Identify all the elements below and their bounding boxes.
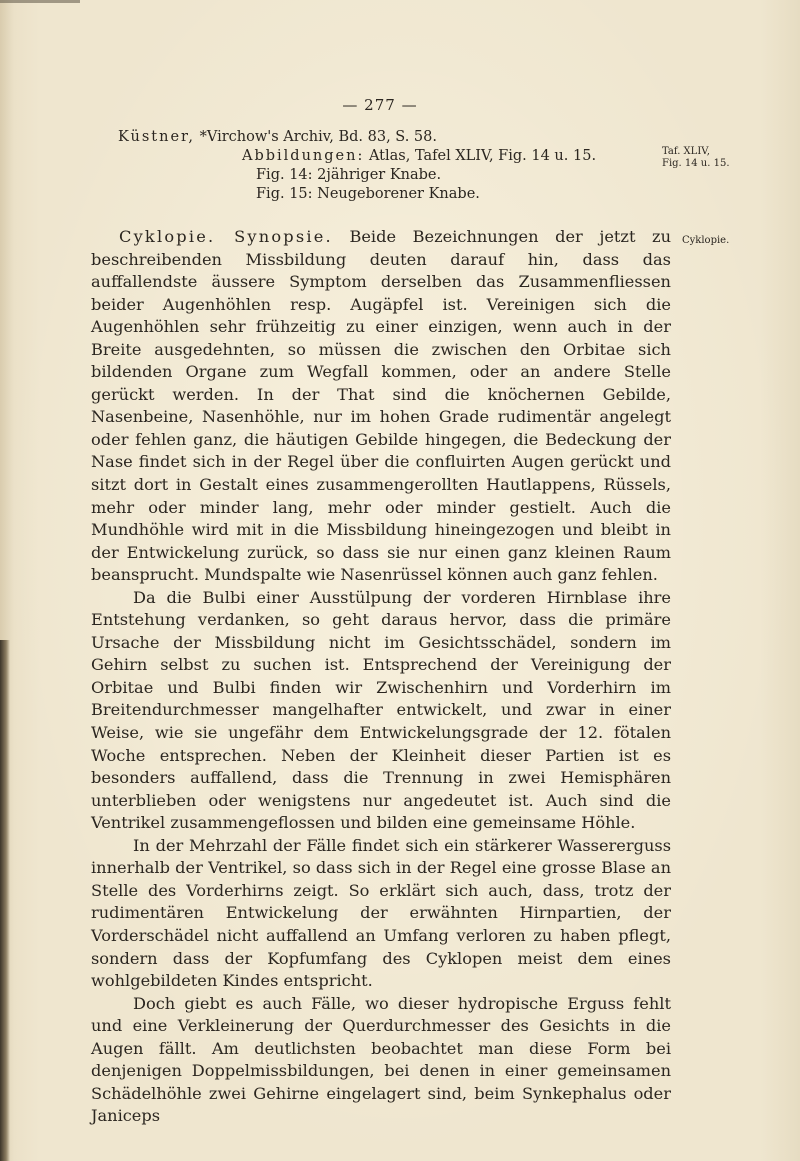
bibliographic-reference	[118, 128, 638, 204]
figure-15-caption: Fig. 15: Neugeborener Knabe.	[256, 186, 480, 202]
margin-note-plate	[662, 146, 730, 170]
reference-illustrations-line	[118, 147, 638, 166]
paragraph-2: Da die Bulbi einer Ausstülpung der vorderen Hirnblase ihre Entstehung verdanken, so geht daraus hervor, dass die primäre Ursache der Missbildung nicht im Gesichtsschädel, sondern im Gehirn selbst zu suchen ist. Entsprechend der Vereinigung der Orbitae und Bulbi finden wir Zwischenhirn und Vorderhirn im Breitendurchmesser mangelhafter entwickelt, und zwar in einer Weise, wie sie ungefähr dem Entwickelungsgrade der 12. fötalen Woche entsprechen. Neben der Kleinheit dieser Partien ist es besonders auffallend, dass die Trennung in zwei Hemisphären unterblieben oder wenigstens nur angedeutet ist. Auch sind die Ventrikel zusammengeflossen und bilden eine gemeinsame Höhle.	[91, 587, 671, 833]
paragraph-3: In der Mehrzahl der Fälle findet sich ein stärkerer Wassererguss innerhalb der Ventrikel, so dass sich in der Regel eine grosse Blase an Stelle des Vorderhirns zeigt. So erklärt sich auch, dass, trotz der rudimentären Entwickelung der erwähnten Hirnpartien, der Vorderschädel nicht auffallend an Umfang verloren zu haben pflegt, sondern dass der Kopfumfang des Cyklopen meist dem eines wohlgebildeten Kindes entspricht.	[91, 835, 671, 991]
page-edge-mark	[0, 0, 80, 3]
page-number: — 277 —	[342, 96, 418, 114]
paragraph-1-text: Beide Bezeichnungen der jetzt zu beschreibenden Missbildung deuten darauf hin, dass das auffallendste äussere Symptom derselben das Zusammenfliessen beider Augenhöhlen resp. Augäpfel ist. Vereinigen sich die Augenhöhlen sehr frühzeitig zu einer einzigen, wenn auch in der Breite ausgedehnten, so müssen die zwischen den Orbitae sich bildenden Organe zum Wegfall kommen, oder an andere Stelle gerückt werden. In der That sind die knöchernen Gebilde, Nasenbeine, Nasenhöhle, nur im hohen Grade rudimentär angelegt oder fehlen ganz, die häutigen Gebilde hingegen, die Bedeckung der Nase findet sich in der Regel über die confluirten Augen gerückt und sitzt dort in Gestalt eines zusammengerollten Hautlappens, Rüssels, mehr oder minder lang, mehr oder minder gestielt. Auch die Mundhöhle wird mit in die Missbildung hineingezogen und bleibt in der Entwickelung zurück, so dass sie nur einen ganz kleinen Raum beansprucht. Mundspalte wie Nasenrüssel können auch ganz fehlen.	[91, 227, 671, 585]
binding-shadow	[0, 640, 10, 1161]
figure-14-caption: Fig. 14: 2jähriger Knabe.	[256, 167, 442, 183]
illustrations-label: Abbildungen:	[242, 148, 365, 164]
illustrations-text: Atlas, Tafel XLIV, Fig. 14 u. 15.	[368, 148, 597, 164]
reference-source: *Virchow's Archiv, Bd. 83, S. 58.	[199, 129, 437, 145]
margin-note-cyklopie: Cyklopie.	[682, 235, 730, 246]
body-text	[91, 226, 671, 1128]
reference-author: Küstner,	[118, 129, 195, 145]
margin-note-fig: Fig. 14 u. 15.	[662, 158, 730, 169]
reference-source-line	[118, 128, 638, 147]
margin-note-taf: Taf. XLIV,	[662, 146, 710, 157]
paragraph-1	[91, 226, 671, 587]
paragraph-4: Doch giebt es auch Fälle, wo dieser hydropische Erguss fehlt und eine Verkleinerung der Querdurchmesser des Gesichts in die Augen fällt. Am deutlichsten beobachtet man diese Form bei denjenigen Doppelmissbildungen, bei denen in einer gemeinsamen Schädelhöhle zwei Gehirne eingelagert sind, beim Synkephalus oder Janiceps	[91, 993, 671, 1126]
lead-heading: Cyklopie. Synopsie.	[119, 227, 333, 246]
